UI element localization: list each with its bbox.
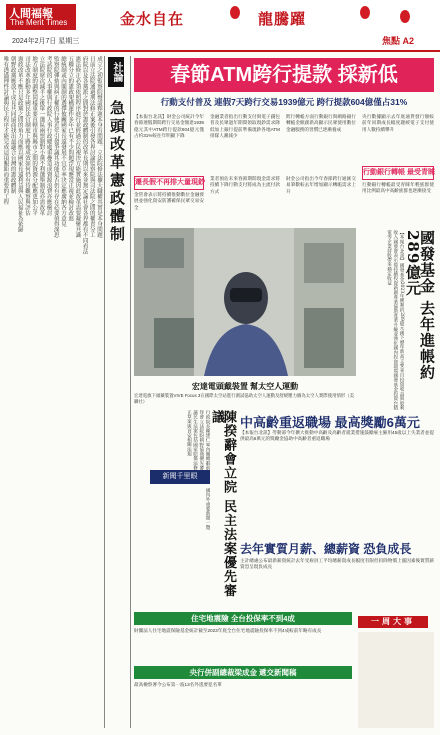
salary-text: 主計總處公布最新薪資統計去年受雇員工平均總薪資成長幅度有限但扣除物價上漲因素後實質薪資恐呈現負成長 bbox=[240, 558, 434, 570]
law-headline[interactable]: 陳揆辭會立院 民主法案優先審議 bbox=[209, 410, 236, 598]
photo-caption: 宏達電旗下頭戴裝置VIVE Focus 3在國際太空站進行測試協助太空人運動及舒緩壓力圖為太空人實際使用情形（美聯社） bbox=[134, 393, 355, 404]
slogan-left: 金水自在 bbox=[120, 10, 185, 28]
newspaper-logo[interactable] bbox=[6, 4, 76, 30]
news-box-title: 新聞千里眼 bbox=[150, 470, 210, 484]
dateline: 2024年2月7日 星期三 bbox=[12, 38, 80, 45]
editorial-text bbox=[4, 56, 102, 728]
lead-headline[interactable]: 春節ATM跨行提款 採新低 bbox=[134, 58, 434, 92]
editorial-paragraph: 唯有透過理性討論與民主程序才能完成這項艱鉅而重要的工程 bbox=[2, 56, 9, 205]
lead-subhead: 行動支付普及 連假7天跨行交易1939億元 跨行提款604億僅占31% bbox=[160, 97, 408, 107]
lead-column: 央行數據顯示去年底通貨發行額較前年同期成長幅度趨緩電子支付使用人數持續攀升 bbox=[362, 114, 434, 132]
salary-headline[interactable]: 去年實質月薪、總薪資 恐負成長 bbox=[240, 542, 412, 556]
astronaut-photo[interactable] bbox=[134, 228, 356, 376]
slogan-right: 龍騰躍 bbox=[258, 10, 307, 28]
masthead bbox=[0, 0, 440, 52]
photo-title: 宏達電頭戴裝置 幫太空人運動 bbox=[191, 382, 299, 391]
editorial-paragraph: 考試院的人事權與行政院人事行政總處重疊造成資源浪費亦應檢討 bbox=[45, 56, 52, 216]
editorial-paragraph: 憲法修正必須依照程序進行並經過公民複決方能實施因此改革需要凝聚共識 bbox=[74, 56, 81, 238]
editorial-paragraph: 憲政改革不應只是政黨之間的角力而應以國家長遠利益與人民福祉為依歸 bbox=[16, 56, 23, 232]
housing-text: 財團法人住宅地震保險基金統計截至2023年底全台住宅地震險投保率不到4成較前年略有成長 bbox=[134, 628, 322, 633]
editorial-paragraph: 總統制或內閣制的選擇攸關國家長遠發展不宜草率決定應廣納各方意見 bbox=[59, 56, 66, 227]
logo-chinese: 人間福報 bbox=[9, 7, 53, 20]
side-story bbox=[362, 230, 434, 410]
editorial-paragraph: 五權分立的憲政架構運作多年已有不少問題浮現應當正視並檢討改進 bbox=[67, 56, 74, 221]
editorial-paragraph: 監察院彈劾與糾正權的行使近年引發爭議其功能是否仍有存在必要值得深思 bbox=[52, 56, 59, 238]
editorial-label: 社論 bbox=[108, 57, 124, 87]
lead-column: 行動銀行轉帳最受青睞年輕族群使用比例最高中高齡族群也逐漸接受 bbox=[362, 182, 434, 194]
tax-text: 最高檢察署今公布第一波13名外逃要犯名單 bbox=[134, 682, 222, 687]
editorial-paragraph: 司法改革推動多年國民法官制度上路後成效如何仍有待觀察與評估 bbox=[23, 56, 30, 216]
lead-column: 金管會表示將持續推動數位金融發展並強化資安防護確保民眾交易安全 bbox=[134, 192, 204, 210]
lead-column: 跨行轉帳方面行動銀行與網路銀行轉帳金額創新高顯示民眾使用數位金融服務的習慣已逐漸養成 bbox=[286, 114, 356, 132]
news-box-text: 國內外重要新聞一覽 bbox=[205, 488, 210, 530]
page-tag: 焦點 A2 bbox=[382, 36, 415, 46]
lead-box-title: 行動銀行轉帳 最受青睞 bbox=[362, 166, 434, 180]
editorial-paragraph: 朝野政黨應放下成見共同協商找出最適合台灣的憲政體制 bbox=[9, 56, 16, 194]
editorial-paragraph: 地方制度的調整同樣重要直轄市與縣市之間的資源分配應更加公平 bbox=[31, 56, 38, 216]
column-divider bbox=[104, 56, 105, 728]
housing-bar[interactable]: 住宅地震險 全台投保率不到4成 bbox=[134, 612, 352, 625]
law-story bbox=[134, 410, 234, 600]
workforce-text: 【本報台北訊】勞動部今年擴大推動中高齡及高齡者就業措施鼓勵雇主僱用45歲以上失業者並提供最高6萬元的獎勵金協助中高齡者重返職場 bbox=[240, 430, 434, 442]
workforce-headline[interactable]: 中高齡重返職場 最高獎勵6萬元 bbox=[240, 415, 420, 430]
editorial-paragraph: 府院以及各黨派之間對於憲政體制的改革長期以來並無定論社會各界都有不同看法 bbox=[81, 56, 88, 254]
logo-english: The Merit Times bbox=[10, 18, 68, 27]
weekly-events-box bbox=[358, 632, 434, 728]
lead-column: 金融業者指出行動支付與電子錢包普及民眾過年期間領取現鈔需求降低加上銀行提前準備現鈔各地ATM排隊人潮減少 bbox=[210, 114, 280, 138]
lead-column: 業者預估未來春節期間現金需求將持續下降行動支付將成為主流付款方式 bbox=[210, 176, 280, 194]
column-divider bbox=[130, 56, 131, 728]
side-story-text: 【本報台北訊】國發基金2023年獲利約289億元創下歷年新高主要來自投資收益與股利收入國發會表示將持續投資新創產業協助產業升級並強化國內投資環境國發基金投資台積電等企業持股帶來穩定收益 bbox=[386, 230, 404, 410]
lead-column: 【本報台北訊】財金公司統計今年春節連假期間跨行交易金額達1939億元其中ATM跨行提款604億元僅占約31%較往年明顯下降 bbox=[134, 114, 204, 138]
lead-column: 財金公司指出今年春節跨行通匯交易筆數較去年增加顯示轉帳需求上升 bbox=[286, 176, 356, 194]
lantern-icon bbox=[360, 6, 370, 19]
lead-subheading: 遷長假不再排大量現鈔 bbox=[134, 176, 204, 190]
editorial-paragraph: 成立之初監察院聲請釋憲本身有問題。立法院修法擴大職權其實是本身問題 bbox=[96, 56, 102, 238]
editorial-body bbox=[4, 56, 102, 728]
astronaut-illustration bbox=[134, 228, 356, 376]
editorial-paragraph: 立法院席次減半之後單一選區兩票制對小黨不利選舉制度亦需改革 bbox=[38, 56, 45, 216]
editorial-title: 急頭改革憲政體制 bbox=[108, 100, 126, 244]
lantern-icon bbox=[400, 10, 410, 23]
law-text: 行政院長陳建仁率內閣總辭前拜會立法院盼朝野協商優先審議民生法案包括國家賠償法修正草案與食安相關法規 bbox=[186, 410, 210, 470]
side-story-headline[interactable]: 國發基金 去年進帳約289億元 bbox=[404, 230, 436, 381]
lantern-icon bbox=[230, 6, 240, 19]
editorial-paragraph: 日前立法院通過刑法修正案後引發各界討論監察院與司法院之間的權責分工 bbox=[88, 56, 95, 238]
tax-bar[interactable]: 央行併副總裁梁成金 遞交新聞稿 bbox=[134, 666, 352, 679]
weekly-events-label[interactable]: 一周大事 bbox=[358, 616, 428, 628]
